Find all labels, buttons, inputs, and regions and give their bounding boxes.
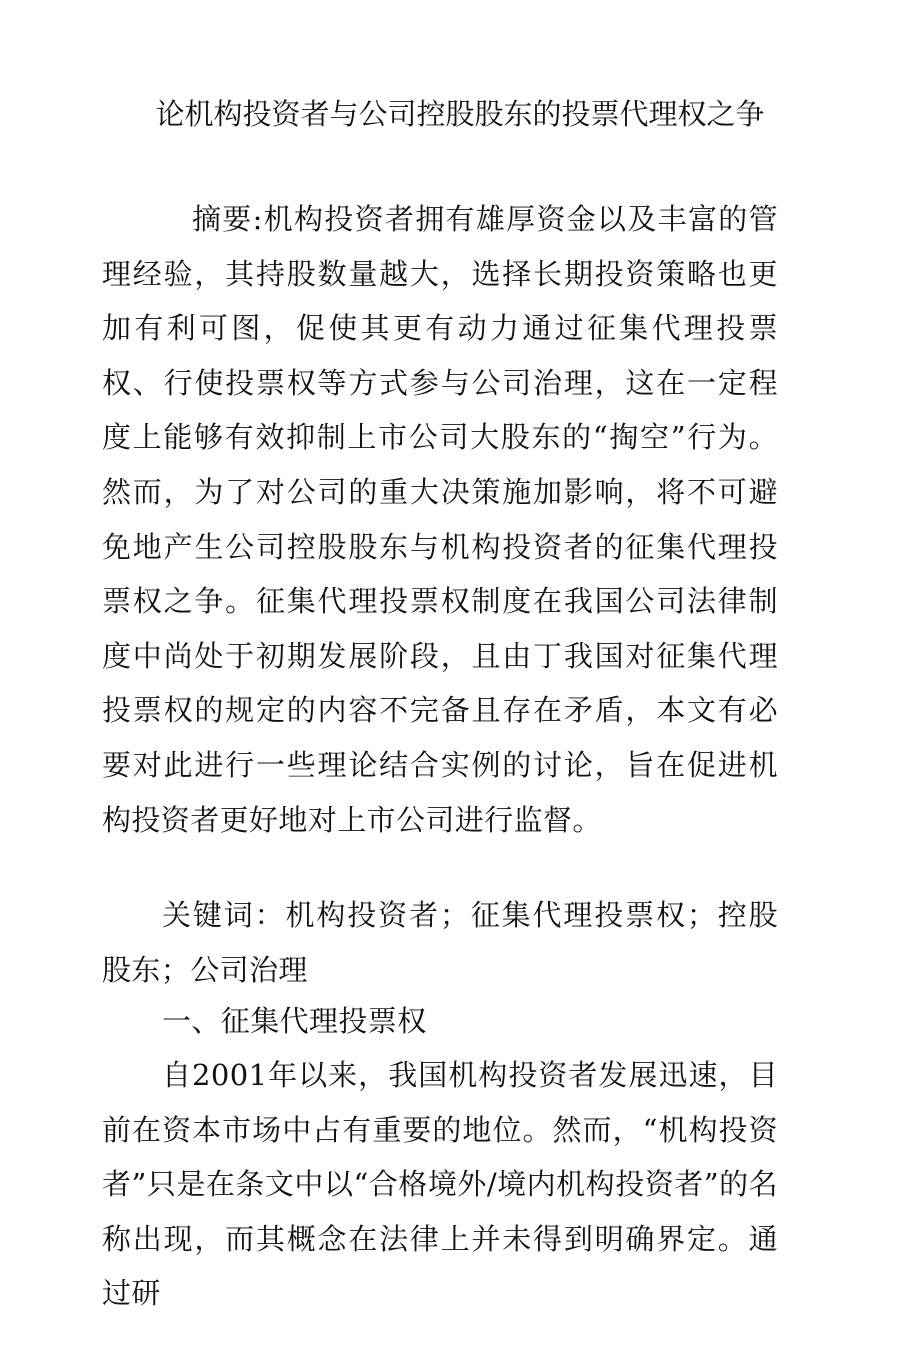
abstract-paragraph: 摘要:机构投资者拥有雄厚资金以及丰富的管理经验，其持股数量越大，选择长期投资策略也更加有利可图，促使其更有动力通过征集代理投票权、行使投票权等方式参与公司治理，这在一定程度上能够有效抑制上市公司大股东的“掏空”行为。然而，为了对公司的重大决策施加影响，将不可避免地产生公司控股股东与机构投资者的征集代理投票权之争。征集代理投票权制度在我国公司法律制度中尚处于初期发展阶段，且由丁我国对征集代理投票权的规定的内容不完备且存在矛盾，本文有必要对此进行一些理论结合实例的讨论，旨在促进机构投资者更好地对上市公司进行监督。 bbox=[102, 202, 778, 837]
document-title: 论机构投资者与公司控股股东的投票代理权之争 bbox=[155, 97, 765, 131]
keywords-paragraph: 关键词：机构投资者；征集代理投票权；控股股东；公司治理 bbox=[102, 898, 778, 987]
section-heading: 一、征集代理投票权 bbox=[162, 1004, 427, 1038]
body-paragraph: 自2001年以来，我国机构投资者发展迅速，目前在资本市场中占有重要的地位。然而，“机构投资者”只是在条文中以“合格境外/境内机构投资者”的名称出现，而其概念在法律上并未得到明确界定。通过研 bbox=[102, 1058, 778, 1311]
